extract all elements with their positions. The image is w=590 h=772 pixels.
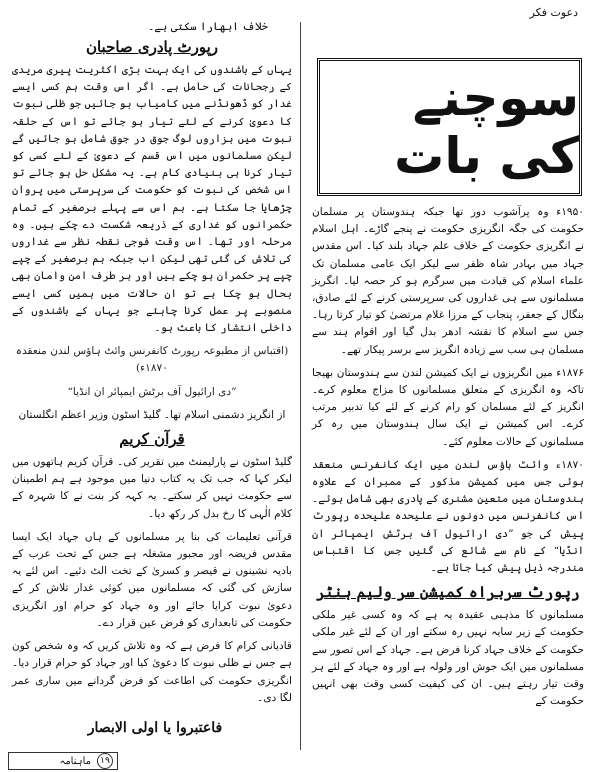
- title-box: [317, 58, 582, 196]
- left-column: [12, 36, 292, 713]
- paragraph: گلیڈ اسٹون نے پارلیمنٹ میں تقریر کی۔ قرآن کریم ہاتھوں میں لیکر کہا کہ جب تک یہ کتاب دنیا میں موجود ہے ہم اطمینان سے حکومت نہیں کر سکتے۔ یہ کہہ کر بنت نے کا شہرہ کے کلام الٰہی کا رخ بدل کر رکھ دیا۔: [12, 456, 292, 520]
- running-header-left: خلاف ابھارا سکتی ہے۔: [147, 20, 268, 33]
- article-title: سوچنے کی بات: [394, 69, 579, 185]
- citation-title: ”دی ارائیول آف برٹش ایمپائر ان انڈیا“: [67, 385, 237, 398]
- section-heading-priests: رپورٹ پادری صاحبان: [85, 38, 219, 56]
- paragraph: قرآنی تعلیمات کی بنا پر مسلمانوں کے ہاں جہاد ایک ایسا مقدس فریضہ اور مجبور مشغلہ ہے جس کے تحت عرب کے بادیہ نشینوں نے قیصر و کسریٰ کے تخت الٹ دئیے۔ اس لئے یہ سازش کی گئی کہ مسلمانوں میں کوئی غدار تلاش کر کے دعویٰ نبوت کرایا جائے اور وہ جہاد کو حرام اور انگریزی حکومت کی تابعداری کو فرض عین قرار دے۔: [12, 530, 292, 629]
- column-divider: [300, 22, 301, 750]
- paragraph: ۱۹۵۰ء وہ پرآشوب دور تھا جبکہ ہندوستان پر مسلمان حکومت کی جگہ انگریزی حکومت نے پنجے گاڑے۔ اہل اسلام نے انگریزی حکومت کے خلاف علم جہاد بلند کیا۔ اس مقدس جہاد میں بہادر شاہ ظفر سے لیکر ایک عامی مسلمان تک علماء اسلام کی قیادت میں سرگرم ہو کر حصہ لیا۔ انگریز مسلمانوں سے ہی غداروں کی سرپرستی کرنے کے لئے صادق، بنگال کے جعفر، پنجاب کے مرزا غلام مرتضیٰ کو تیار کرتا رہا۔ جس سے اسلام کا نقشہ ادھر بدل گیا اور اقوام ہند سے مسلمان ہی سب سے زیادہ انگریز سے برسر پیکار تھے۔: [312, 206, 584, 356]
- paragraph: قادیانی کرام کا فرض ہے کہ وہ تلاش کریں کہ وہ شخص کون ہے جس نے ظلی نبوت کا دعویٰ کیا اور جہاد کو حرام قرار دیا۔ انگریزی حکومت کی اطاعت کو فرض گردانے میں ساری عمر لگا دی۔: [12, 640, 292, 704]
- running-header-right: دعوت فکر: [529, 6, 578, 19]
- footer-page-tag: [8, 752, 118, 770]
- paragraph: ۱۸۷۰ء وائٹ ہاؤس لندن میں ایک کانفرنس منعقد ہوئی جس میں کمیشن مذکور کے ممبران کے علاوہ ہندوستان میں متعین مشنری کے پادری بھی شامل ہوئے۔ اس کانفرنس میں دونوں نے علیحدہ علیحدہ رپورٹ پیش کی جو ”دی ارائیول آف برٹش ایمپائر ان انڈیا“ کے نام سے شائع کی گئیں جس کا اقتباس مندرجہ ذیل پیش کیا جاتا ہے۔: [312, 458, 584, 575]
- section-heading-quran: قرآن کریم: [119, 430, 185, 449]
- page-number: ۱۹: [97, 753, 113, 769]
- paragraph: ۱۸۷۶ء میں انگریزوں نے ایک کمیشن لندن سے ہندوستان بھیجا تاکہ وہ انگریزی کے متعلق مسلمانوں کا مزاج معلوم کرے۔ انگریز کے لئے مسلمان کو رام کرنے کے لئے کیا تدبیر مرتب کرے۔ اس کمیشن نے ایک سال ہندوستان میں رہ کر مسلمانوں کے حالات معلوم کئے۔: [312, 366, 584, 448]
- paragraph: یہاں کے باشندوں کی ایک بہت بڑی اکثریت پیری مریدی کے رجحانات کی حامل ہے۔ اگر اس وقت ہم کسی ایسے غدار کو ڈھونڈنے میں کامیاب ہو جائیں جو ظلی نبوت کا دعویٰ کرنے کے لئے تیار ہو جائے تو اس کے حلقہ نبوت میں ہزاروں لوگ جوق در جوق شامل ہو جائیں گے لیکن مسلمانوں میں اس قسم کے دعویٰ کے لئے کسی کو تیار کرنا ہی بنیادی کام ہے۔ یہ مشکل حل ہو جائے تو اس شخص کی نبوت کو حکومت کی سرپرستی میں پروان چڑھایا جا سکتا ہے۔ ہم اس سے پہلے برصغیر کے تمام حکمرانوں کو غداری کے ذریعہ شکست دے چکے ہیں۔ وہ مرحلہ اور تھا۔ اس وقت فوجی نقطہ نظر سے غداروں کی تلاش کی گئی تھی لیکن اب جبکہ ہم برصغیر کے چپے چپے پر حکمران ہو چکے ہیں اور ہر طرف امن وامان بھی بحال ہو چکا ہے تو ان حالات میں ہمیں کسی ایسے منصوبے پر عمل کرنا چاہئے جو یہاں کے باشندوں کے داخلی انتشار کا باعث ہو۔: [12, 64, 292, 335]
- section-heading-hunter: رپورٹ سربراہ کمیشن سر ولیم ہنٹر: [316, 583, 580, 602]
- citation-line: (اقتباس از مطبوعہ رپورٹ کانفرنس وائٹ ہاؤس لندن منعقدہ ۱۸۷۰ء): [15, 345, 289, 375]
- footer-label: ماہنامہ: [59, 755, 91, 767]
- right-column: [312, 204, 584, 716]
- paragraph: مسلمانوں کا مذہبی عقیدہ یہ ہے کہ وہ کسی غیر ملکی حکومت کے زیر سایہ نہیں رہ سکتے اور ان کے لئے غیر ملکی حکومت کے خلاف جہاد کرنا فرض ہے۔ جہاد کے اس تصور سے مسلمانوں میں ایک جوش اور ولولہ ہے اور وہ جہاد کے لئے ہر وقت تیار رہتے ہیں۔ ان کی کیفیت کسی وقت بھی انہیں حکومت کے: [312, 609, 584, 708]
- signoff: فاعتبروا یا اولی الابصار: [87, 720, 223, 736]
- quote-source: از انگریز دشمنی اسلام تھا۔ گلیڈ اسٹون وزیر اعظم انگلستان: [18, 408, 286, 421]
